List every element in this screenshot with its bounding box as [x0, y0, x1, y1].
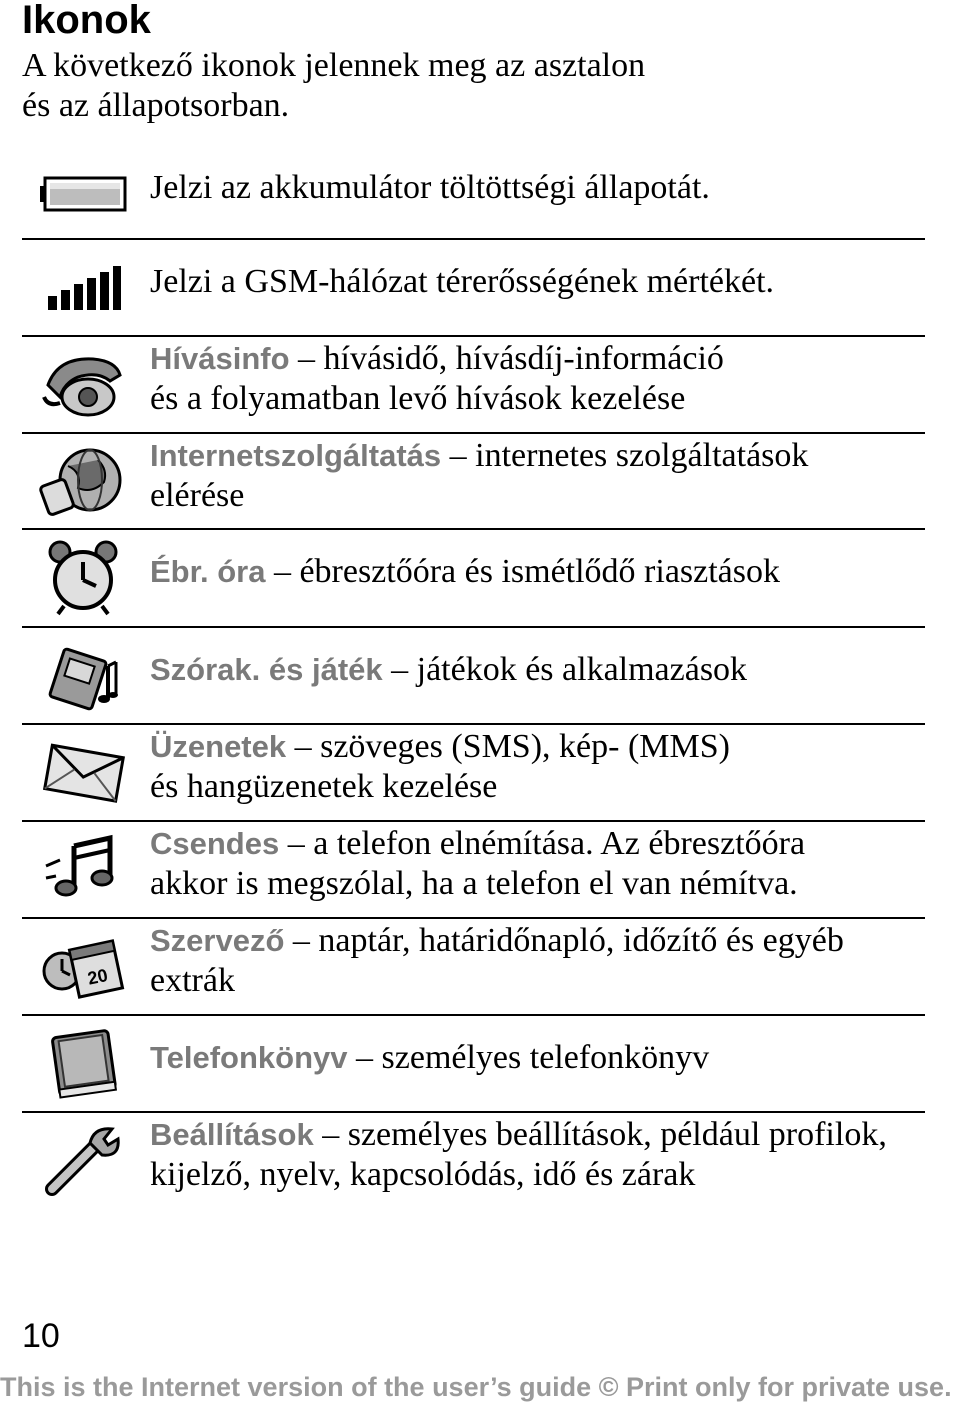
- item-keyword: Beállítások: [150, 1117, 314, 1152]
- item-description: szöveges (SMS), kép- (MMS): [320, 728, 730, 765]
- signal-strength-icon: [38, 248, 128, 326]
- item-description: akkor is megszólal, ha a telefon el van némítva.: [150, 865, 798, 902]
- icon-list-item: [22, 725, 925, 822]
- item-description: extrák: [150, 962, 235, 999]
- item-description: kijelző, nyelv, kapcsolódás, idő és zárak: [150, 1156, 696, 1193]
- separator: –: [284, 922, 319, 959]
- item-description: a telefon elnémítása. Az ébresztőóra: [313, 825, 806, 862]
- item-description: Jelzi az akkumulátor töltöttségi állapotát.: [150, 169, 710, 206]
- separator: –: [286, 728, 321, 765]
- intro-line: és az állapotsorban.: [22, 87, 290, 124]
- alarm-clock-icon: [38, 538, 128, 616]
- footer-notice: This is the Internet version of the user’s guide © Print only for private use.: [0, 1372, 952, 1402]
- item-keyword: Szervező: [150, 923, 285, 958]
- item-description: Jelzi a GSM-hálózat térerősségének mértékét.: [150, 263, 775, 300]
- intro-text: [22, 46, 822, 126]
- music-note-icon: [38, 830, 128, 908]
- item-keyword: Telefonkönyv: [150, 1040, 348, 1075]
- item-keyword: Internetszolgáltatás: [150, 438, 442, 473]
- item-description: internetes szolgáltatások: [475, 437, 809, 474]
- separator: –: [347, 1039, 382, 1076]
- calendar-icon: [38, 927, 128, 1005]
- icon-list-item: [22, 1113, 925, 1203]
- icon-list-item: [22, 148, 925, 240]
- icon-list-item: [22, 1016, 925, 1113]
- icon-list-item: [22, 628, 925, 725]
- item-keyword: Hívásinfo: [150, 341, 290, 376]
- item-description: személyes telefonkönyv: [381, 1039, 710, 1076]
- item-keyword: Csendes: [150, 826, 280, 861]
- page-title: Ikonok: [22, 0, 151, 42]
- item-description: ébresztőóra és ismétlődő riasztások: [299, 553, 781, 590]
- item-keyword: Üzenetek: [150, 729, 287, 764]
- separator: –: [441, 437, 476, 474]
- icon-list-item: [22, 530, 925, 628]
- separator: –: [279, 825, 314, 862]
- item-description: elérése: [150, 477, 245, 514]
- item-description: és a folyamatban levő hívások kezelése: [150, 380, 686, 417]
- globe-icon: [38, 442, 128, 520]
- icon-list-item: [22, 822, 925, 919]
- phonebook-icon: [38, 1024, 128, 1102]
- phone-handset-icon: [38, 345, 128, 423]
- item-description: hívásidő, hívásdíj-információ: [323, 340, 724, 377]
- icon-list-item: [22, 434, 925, 530]
- icon-list-item: [22, 240, 925, 337]
- wrench-icon: [38, 1123, 128, 1201]
- page-number: 10: [22, 1317, 60, 1355]
- calendar-icon-text: 20: [85, 964, 110, 989]
- item-description: és hangüzenetek kezelése: [150, 768, 498, 805]
- battery-icon: [38, 156, 128, 234]
- icon-list-item: [22, 337, 925, 434]
- item-description: naptár, határidőnapló, időzítő és egyéb: [318, 922, 844, 959]
- icon-list-item: [22, 919, 925, 1016]
- envelope-icon: [38, 733, 128, 811]
- entertainment-icon: [38, 636, 128, 714]
- separator: –: [265, 553, 300, 590]
- separator: –: [382, 651, 417, 688]
- item-description: személyes beállítások, például profilok,: [347, 1116, 887, 1153]
- separator: –: [313, 1116, 348, 1153]
- separator: –: [289, 340, 324, 377]
- item-description: játékok és alkalmazások: [416, 651, 748, 688]
- item-keyword: Szórak. és játék: [150, 652, 383, 687]
- item-keyword: Ébr. óra: [150, 554, 266, 589]
- intro-line: A következő ikonok jelennek meg az asztalon: [22, 47, 646, 84]
